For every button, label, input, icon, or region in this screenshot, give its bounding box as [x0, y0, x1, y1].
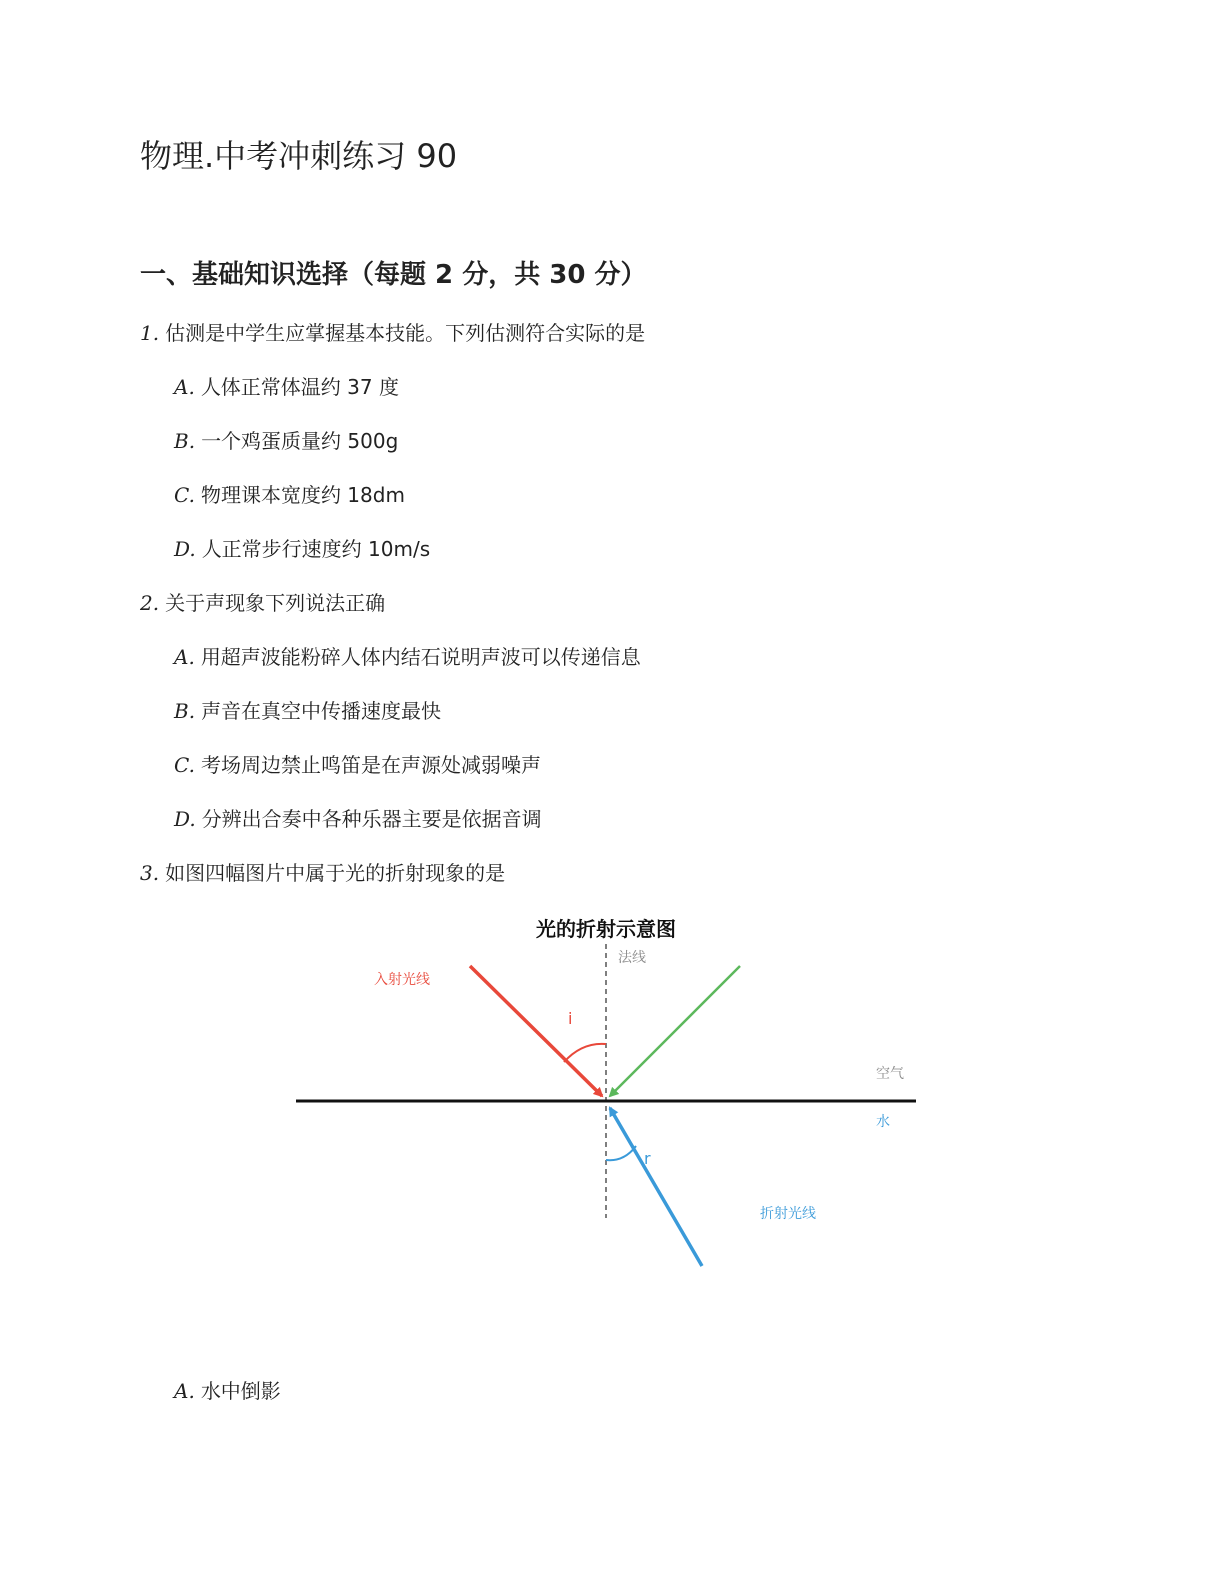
option-text: 一个鸡蛋质量约 500g [201, 429, 399, 453]
question-1 [140, 318, 645, 348]
option-letter: C. [174, 753, 195, 777]
question-number: 3. [140, 861, 160, 885]
option-letter: D. [174, 537, 196, 561]
question-1-option-a [174, 372, 399, 402]
option-letter: A. [174, 645, 195, 669]
question-1-option-c [174, 480, 405, 510]
option-letter: A. [174, 1379, 195, 1403]
refracted-ray [610, 1108, 702, 1266]
question-text: 估测是中学生应掌握基本技能。下列估测符合实际的是 [165, 321, 646, 345]
option-text: 水中倒影 [200, 1379, 281, 1403]
option-text: 声音在真空中传播速度最快 [201, 699, 442, 723]
refracted-angle-label: r [644, 1149, 651, 1168]
page-title: 物理.中考冲刺练习 90 [140, 137, 458, 175]
option-letter: A. [174, 375, 195, 399]
question-text: 关于声现象下列说法正确 [165, 591, 386, 615]
question-1-option-d [174, 534, 430, 564]
normal-label: 法线 [618, 950, 646, 966]
question-3 [140, 858, 505, 888]
refracted-label: 折射光线 [760, 1206, 816, 1222]
incident-angle-label: i [568, 1009, 573, 1028]
option-letter: C. [174, 483, 195, 507]
option-text: 用超声波能粉碎人体内结石说明声波可以传递信息 [200, 645, 641, 669]
refraction-diagram [290, 910, 920, 1280]
question-2-option-a [174, 642, 641, 672]
question-number: 2. [140, 591, 160, 615]
question-number: 1. [140, 321, 160, 345]
question-2-option-c [174, 750, 541, 780]
option-text: 人正常步行速度约 10m/s [201, 537, 431, 561]
option-text: 物理课本宽度约 18dm [200, 483, 405, 507]
question-3-option-a [174, 1376, 281, 1406]
option-letter: D. [174, 807, 196, 831]
option-letter: B. [174, 699, 196, 723]
diagram-title: 光的折射示意图 [536, 917, 676, 941]
question-text: 如图四幅图片中属于光的折射现象的是 [165, 861, 506, 885]
question-2-option-d [174, 804, 542, 834]
option-text: 考场周边禁止鸣笛是在声源处减弱噪声 [200, 753, 541, 777]
air-label: 空气 [876, 1066, 904, 1082]
incident-ray [470, 966, 602, 1096]
question-2 [140, 588, 385, 618]
section-heading: 一、基础知识选择（每题 2 分，共 30 分） [140, 260, 647, 290]
option-letter: B. [174, 429, 196, 453]
green-ray [610, 966, 740, 1096]
option-text: 人体正常体温约 37 度 [200, 375, 399, 399]
option-text: 分辨出合奏中各种乐器主要是依据音调 [201, 807, 542, 831]
question-1-option-b [174, 426, 398, 456]
question-2-option-b [174, 696, 441, 726]
incident-angle-arc [564, 1044, 606, 1062]
incident-label: 入射光线 [374, 972, 430, 988]
water-label: 水 [876, 1114, 890, 1130]
